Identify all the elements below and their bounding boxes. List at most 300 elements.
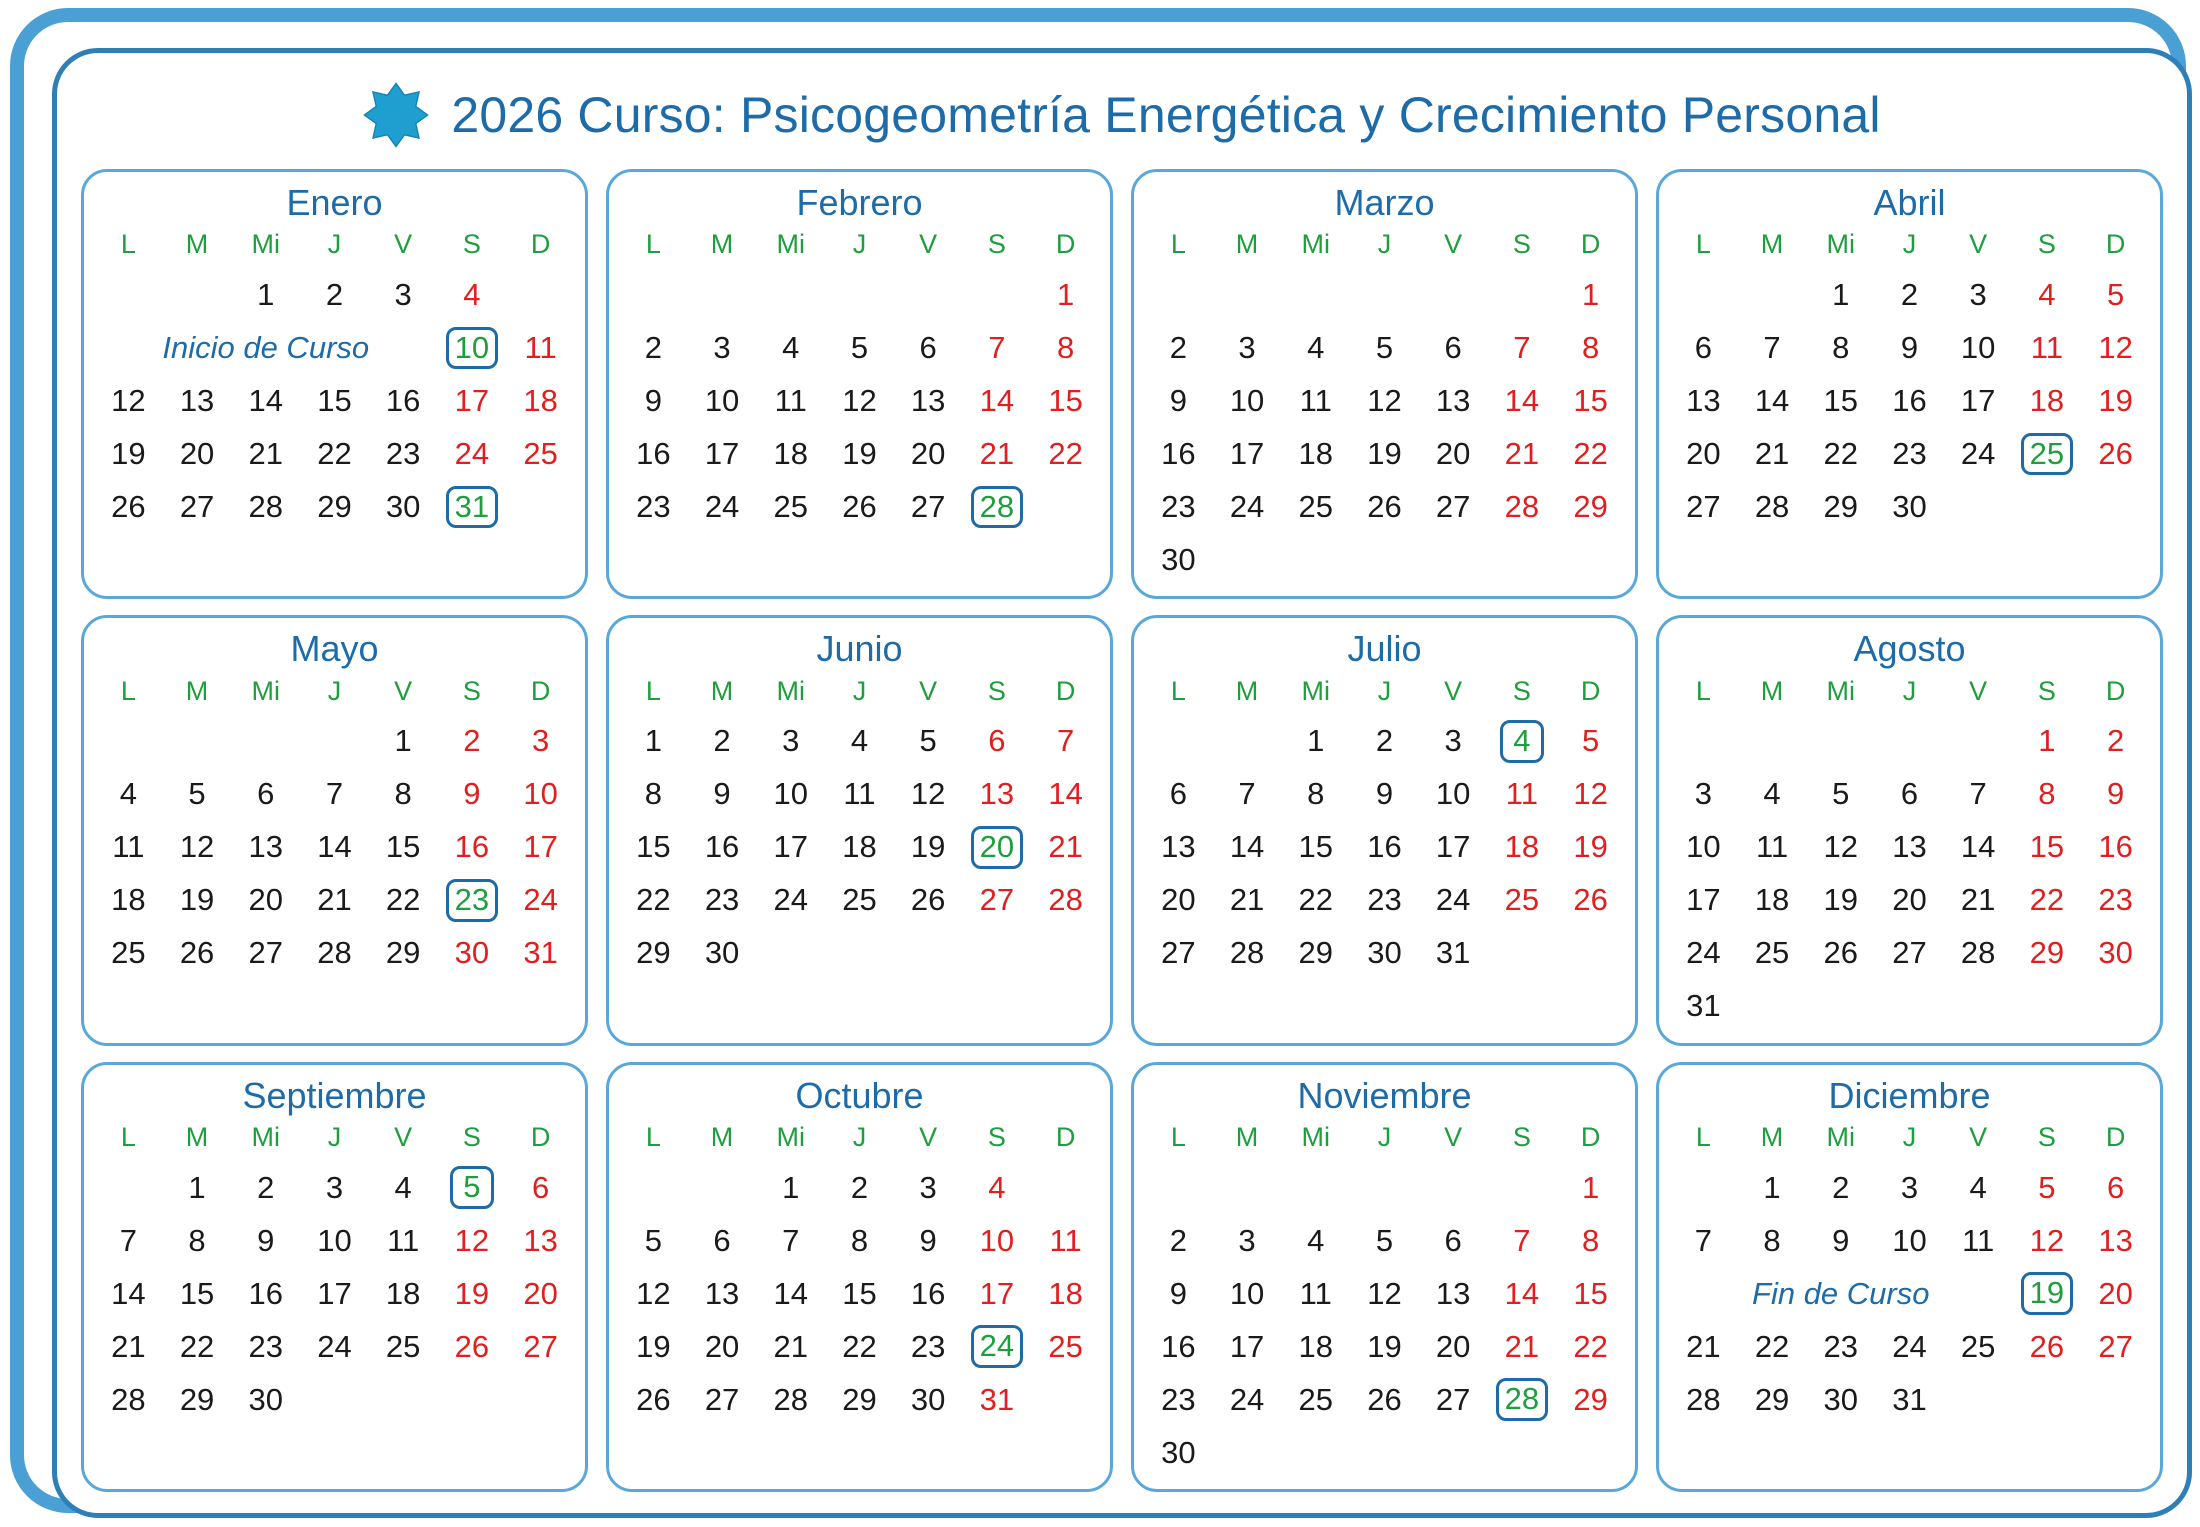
day-cell: 18 [2029, 382, 2065, 418]
day-cell: 19 [179, 882, 215, 918]
day-cell: 11 [112, 829, 145, 865]
week-row [94, 427, 575, 480]
day-cell: 10 [523, 776, 558, 812]
day-cell: 3 [1969, 276, 1987, 312]
day-cell: 13 [1892, 829, 1927, 865]
weekday-header: L [120, 675, 136, 706]
week-row [1669, 1373, 2150, 1426]
day-cell: 16 [1161, 435, 1196, 471]
day-cell: 21 [111, 1328, 146, 1364]
day-cell: 14 [1504, 1275, 1540, 1311]
day-cell: 1 [257, 276, 275, 312]
day-cell: 3 [394, 276, 412, 312]
day-cell: 31 [1892, 1381, 1927, 1417]
week-row [1669, 427, 2150, 480]
month-card-enero [81, 169, 588, 599]
day-cell: 25 [1960, 1328, 1996, 1364]
day-cell: 17 [1229, 435, 1265, 471]
day-cell: 30 [385, 488, 421, 524]
weekday-header: V [394, 1122, 413, 1153]
week-row [619, 1320, 1100, 1373]
day-cell: 22 [385, 882, 421, 918]
empty-day-cell [1556, 927, 1625, 980]
day-cell: 7 [1056, 723, 1075, 759]
day-cell: 21 [1754, 435, 1790, 471]
week-row [94, 768, 575, 821]
day-cell: 21 [1504, 435, 1540, 471]
week-row [1669, 321, 2150, 374]
day-cell: 6 [988, 723, 1006, 759]
empty-day-cell [1556, 533, 1625, 586]
day-highlight-box: 28 [1496, 1378, 1548, 1421]
day-cell: 7 [1763, 329, 1781, 365]
day-cell: 12 [2098, 329, 2133, 365]
day-cell: 13 [704, 1275, 740, 1311]
month-card-junio [606, 615, 1113, 1045]
day-cell: 8 [850, 1222, 869, 1258]
day-cell: 23 [2098, 882, 2133, 918]
weekday-header: M [710, 1122, 734, 1153]
day-cell: 11 [524, 329, 557, 365]
day-cell: 2 [2106, 723, 2125, 759]
week-row [1669, 927, 2150, 980]
weekday-header: M [1235, 675, 1259, 706]
day-cell: 18 [773, 435, 808, 471]
week-row [94, 1267, 575, 1320]
day-cell: 28 [1048, 882, 1083, 918]
day-cell: 21 [1686, 1328, 1721, 1364]
week-row [94, 874, 575, 927]
empty-day-cell [94, 715, 163, 768]
empty-day-cell [506, 268, 575, 321]
day-cell: 13 [1435, 1275, 1471, 1311]
day-cell: 26 [910, 882, 946, 918]
day-cell: 7 [1513, 1222, 1531, 1258]
day-cell: 21 [1229, 882, 1265, 918]
weekday-header: M [710, 229, 734, 260]
day-cell: 30 [1892, 488, 1927, 524]
empty-day-cell [963, 268, 1032, 321]
weekday-header: V [1969, 675, 1988, 706]
day-cell: 13 [2098, 1222, 2133, 1258]
week-row [1144, 821, 1625, 874]
weekday-header: V [919, 1122, 938, 1153]
weekday-header: S [2037, 1122, 2056, 1153]
week-row [1669, 374, 2150, 427]
day-cell: 11 [387, 1222, 420, 1258]
empty-day-cell [825, 927, 894, 980]
month-table [1144, 676, 1625, 980]
empty-day-cell [1281, 533, 1350, 586]
empty-day-cell [2013, 980, 2082, 1033]
day-cell: 5 [2038, 1169, 2056, 1205]
day-cell: 25 [1298, 1381, 1333, 1417]
day-cell: 20 [179, 435, 215, 471]
month-name: Octubre [795, 1074, 924, 1116]
day-cell: 28 [1960, 935, 1996, 971]
weekday-header: V [1444, 1122, 1463, 1153]
day-cell: 2 [850, 1169, 869, 1205]
week-row [1144, 768, 1625, 821]
day-cell: 14 [1960, 829, 1996, 865]
day-cell: 19 [1573, 829, 1608, 865]
month-name: Marzo [1334, 182, 1435, 223]
week-row [1669, 1320, 2150, 1373]
day-cell: 8 [1056, 329, 1075, 365]
day-cell: 19 [910, 829, 946, 865]
day-cell: 13 [248, 829, 283, 865]
weekday-header: S [987, 1122, 1006, 1153]
day-cell: 12 [454, 1222, 490, 1258]
day-cell: 22 [179, 1328, 215, 1364]
highlighted-day-cell [963, 821, 1032, 874]
empty-day-cell [894, 927, 963, 980]
month-card-febrero [606, 169, 1113, 599]
day-cell: 19 [454, 1275, 490, 1311]
day-cell: 27 [1435, 1381, 1471, 1417]
weekday-header: L [1170, 229, 1186, 260]
day-cell: 28 [1229, 935, 1265, 971]
day-cell: 26 [636, 1381, 671, 1417]
week-row [1669, 715, 2150, 768]
day-cell: 1 [1763, 1169, 1781, 1205]
day-cell: 7 [782, 1222, 800, 1258]
day-cell: 9 [1900, 329, 1919, 365]
day-cell: 24 [1960, 435, 1996, 471]
day-cell: 27 [248, 935, 283, 971]
day-cell: 4 [782, 329, 800, 365]
day-cell: 6 [1900, 776, 1919, 812]
empty-day-cell [1669, 1161, 1738, 1214]
note-cell [1669, 1267, 2013, 1320]
day-cell: 3 [919, 1169, 937, 1205]
day-cell: 19 [111, 435, 146, 471]
weekday-header: D [2105, 1122, 2126, 1153]
weekday-header: D [1055, 675, 1076, 706]
day-cell: 16 [248, 1275, 283, 1311]
day-cell: 12 [1573, 776, 1608, 812]
empty-day-cell [506, 1373, 575, 1426]
day-cell: 2 [1832, 1169, 1850, 1205]
day-cell: 30 [1161, 1434, 1196, 1470]
day-cell: 22 [1048, 435, 1083, 471]
day-cell: 28 [1754, 488, 1790, 524]
day-cell: 12 [842, 382, 877, 418]
day-cell: 20 [2098, 1275, 2133, 1311]
empty-day-cell [1556, 1426, 1625, 1479]
day-cell: 11 [1299, 382, 1332, 418]
day-cell: 27 [1435, 488, 1471, 524]
month-name: Febrero [796, 182, 923, 223]
day-cell: 22 [1298, 882, 1333, 918]
empty-day-cell [1419, 533, 1488, 586]
day-cell: 31 [1686, 988, 1721, 1024]
day-cell: 15 [1573, 382, 1608, 418]
day-cell: 16 [2098, 829, 2133, 865]
day-cell: 3 [1238, 1222, 1256, 1258]
day-cell: 4 [119, 776, 137, 812]
months-grid [57, 169, 2187, 1509]
day-cell: 22 [1573, 435, 1608, 471]
week-row [1144, 927, 1625, 980]
day-cell: 9 [257, 1222, 275, 1258]
weekday-header: J [327, 229, 342, 260]
week-row [619, 427, 1100, 480]
day-cell: 14 [1229, 829, 1265, 865]
empty-day-cell [1738, 715, 1807, 768]
day-cell: 6 [257, 776, 275, 812]
day-cell: 4 [850, 723, 869, 759]
day-cell: 15 [385, 829, 421, 865]
weekday-header: J [1377, 675, 1392, 706]
day-cell: 23 [385, 435, 421, 471]
weekday-header: S [2037, 229, 2056, 260]
day-cell: 16 [385, 382, 421, 418]
poster-header [57, 53, 2187, 169]
day-cell: 27 [910, 488, 946, 524]
empty-day-cell [1031, 1373, 1100, 1426]
weekday-header: D [1055, 1122, 1076, 1153]
empty-day-cell [300, 715, 369, 768]
day-cell: 3 [782, 723, 800, 759]
month-name: Septiembre [242, 1074, 427, 1116]
week-row [619, 321, 1100, 374]
weekday-header: V [919, 229, 938, 260]
empty-day-cell [688, 1161, 757, 1214]
highlighted-day-cell [1488, 715, 1557, 768]
day-cell: 3 [1444, 723, 1462, 759]
empty-day-cell [963, 927, 1032, 980]
week-row [1669, 1214, 2150, 1267]
day-cell: 13 [979, 776, 1015, 812]
weekday-header: S [1512, 229, 1531, 260]
day-cell: 5 [1375, 329, 1394, 365]
month-table [94, 1122, 575, 1426]
day-cell: 16 [1161, 1328, 1196, 1364]
empty-day-cell [1144, 1161, 1213, 1214]
course-note: Fin de Curso [1752, 1275, 1930, 1311]
month-name: Noviembre [1297, 1074, 1472, 1116]
day-cell: 11 [1505, 776, 1538, 812]
day-cell: 15 [179, 1275, 215, 1311]
day-cell: 23 [910, 1328, 946, 1364]
day-cell: 7 [1694, 1222, 1712, 1258]
day-cell: 20 [1435, 1328, 1471, 1364]
week-row [94, 374, 575, 427]
empty-day-cell [1281, 268, 1350, 321]
day-cell: 31 [1435, 935, 1471, 971]
day-cell: 17 [773, 829, 808, 865]
day-cell: 20 [248, 882, 283, 918]
weekday-header: M [185, 229, 209, 260]
day-cell: 31 [979, 1381, 1015, 1417]
day-cell: 14 [773, 1275, 808, 1311]
day-cell: 6 [2106, 1169, 2125, 1205]
day-cell: 7 [119, 1222, 137, 1258]
day-cell: 27 [179, 488, 215, 524]
day-cell: 8 [1307, 776, 1325, 812]
day-cell: 13 [523, 1222, 558, 1258]
empty-day-cell [2081, 480, 2150, 533]
day-cell: 29 [1573, 488, 1608, 524]
day-cell: 13 [1435, 382, 1471, 418]
empty-day-cell [1281, 1426, 1350, 1479]
empty-day-cell [1738, 268, 1807, 321]
month-card-agosto [1656, 615, 2163, 1045]
day-cell: 26 [2029, 1328, 2065, 1364]
week-row [619, 374, 1100, 427]
day-cell: 5 [919, 723, 937, 759]
empty-day-cell [1031, 480, 1100, 533]
weekday-header: J [1902, 1122, 1917, 1153]
day-cell: 14 [1048, 776, 1083, 812]
day-cell: 7 [988, 329, 1006, 365]
empty-day-cell [2013, 1373, 2082, 1426]
week-row [619, 480, 1100, 533]
day-cell: 2 [325, 276, 344, 312]
day-cell: 24 [1229, 1381, 1265, 1417]
weekday-header: L [120, 229, 136, 260]
day-cell: 1 [2038, 723, 2056, 759]
day-cell: 28 [248, 488, 283, 524]
empty-day-cell [94, 268, 163, 321]
empty-day-cell [2081, 1373, 2150, 1426]
weekday-header: Mi [1301, 1122, 1330, 1153]
day-cell: 24 [454, 435, 490, 471]
day-cell: 2 [1169, 1222, 1187, 1258]
month-table [94, 229, 575, 533]
day-highlight-box: 31 [446, 486, 498, 529]
day-cell: 17 [1435, 829, 1471, 865]
day-cell: 12 [2029, 1222, 2065, 1258]
day-cell: 17 [454, 382, 490, 418]
day-cell: 3 [531, 723, 550, 759]
page-title: 2026 Curso: Psicogeometría Energética y Crecimiento Personal [451, 87, 1881, 143]
month-name: Agosto [1853, 628, 1966, 670]
week-row [94, 321, 575, 374]
empty-day-cell [1944, 480, 2013, 533]
day-cell: 25 [1754, 935, 1790, 971]
note-cell [94, 321, 438, 374]
empty-day-cell [163, 715, 232, 768]
empty-day-cell [2081, 980, 2150, 1033]
course-note: Inicio de Curso [162, 329, 370, 365]
day-cell: 18 [1504, 829, 1540, 865]
day-cell: 4 [1307, 1222, 1325, 1258]
day-cell: 27 [979, 882, 1015, 918]
empty-day-cell [1488, 533, 1557, 586]
day-cell: 10 [317, 1222, 352, 1258]
day-cell: 11 [1962, 1222, 1995, 1258]
weekday-header: L [645, 675, 661, 706]
day-cell: 21 [1048, 829, 1083, 865]
weekday-header: L [1695, 229, 1711, 260]
weekday-header: L [645, 1122, 661, 1153]
day-cell: 9 [463, 776, 481, 812]
week-row [1144, 1267, 1625, 1320]
week-row [1144, 1214, 1625, 1267]
day-cell: 4 [2038, 276, 2056, 312]
day-cell: 15 [636, 829, 671, 865]
weekday-header: Mi [1826, 1122, 1855, 1153]
day-cell: 28 [1686, 1381, 1721, 1417]
week-row [619, 768, 1100, 821]
weekday-header: D [1580, 675, 1601, 706]
weekday-header: D [2105, 675, 2126, 706]
empty-day-cell [1419, 268, 1488, 321]
week-row [1144, 533, 1625, 586]
day-cell: 23 [1161, 1381, 1196, 1417]
day-cell: 19 [842, 435, 877, 471]
day-cell: 14 [979, 382, 1015, 418]
day-highlight-box: 20 [971, 826, 1023, 869]
day-cell: 27 [1892, 935, 1927, 971]
day-cell: 27 [1161, 935, 1196, 971]
day-cell: 25 [385, 1328, 421, 1364]
weekday-header: Mi [1826, 675, 1855, 706]
week-row [94, 480, 575, 533]
weekday-header: D [530, 675, 551, 706]
eight-point-star-icon [363, 82, 429, 148]
day-cell: 20 [1892, 882, 1927, 918]
week-row [94, 821, 575, 874]
day-cell: 10 [1892, 1222, 1927, 1258]
day-highlight-box: 19 [2021, 1272, 2073, 1315]
month-name: Abril [1873, 182, 1946, 223]
day-cell: 26 [179, 935, 215, 971]
day-cell: 17 [317, 1275, 352, 1311]
weekday-header: M [1760, 1122, 1784, 1153]
empty-day-cell [1350, 1426, 1419, 1479]
empty-day-cell [756, 268, 825, 321]
day-cell: 24 [773, 882, 808, 918]
week-row [1669, 874, 2150, 927]
month-card-abril [1656, 169, 2163, 599]
day-cell: 6 [1444, 1222, 1462, 1258]
day-cell: 11 [1049, 1222, 1082, 1258]
day-cell: 6 [1169, 776, 1187, 812]
day-cell: 10 [1229, 1275, 1265, 1311]
day-cell: 15 [317, 382, 352, 418]
day-cell: 2 [1375, 723, 1394, 759]
highlighted-day-cell [438, 480, 507, 533]
day-cell: 5 [850, 329, 869, 365]
day-cell: 24 [704, 488, 740, 524]
day-cell: 22 [1754, 1328, 1790, 1364]
empty-day-cell [1350, 1161, 1419, 1214]
day-cell: 17 [1229, 1328, 1265, 1364]
day-cell: 30 [1161, 541, 1196, 577]
day-cell: 4 [1969, 1169, 1987, 1205]
weekday-header: M [1760, 229, 1784, 260]
day-cell: 14 [1754, 382, 1790, 418]
day-cell: 18 [385, 1275, 421, 1311]
day-cell: 21 [773, 1328, 808, 1364]
week-row [94, 1161, 575, 1214]
day-cell: 29 [1573, 1381, 1608, 1417]
week-row [1669, 980, 2150, 1033]
month-name: Diciembre [1828, 1074, 1991, 1116]
day-cell: 8 [1832, 329, 1850, 365]
empty-day-cell [1944, 715, 2013, 768]
day-cell: 10 [1960, 329, 1996, 365]
day-cell: 19 [2098, 382, 2133, 418]
month-table [619, 676, 1100, 980]
day-cell: 27 [2098, 1328, 2133, 1364]
day-cell: 3 [325, 1169, 344, 1205]
day-cell: 20 [704, 1328, 740, 1364]
day-cell: 4 [394, 1169, 412, 1205]
